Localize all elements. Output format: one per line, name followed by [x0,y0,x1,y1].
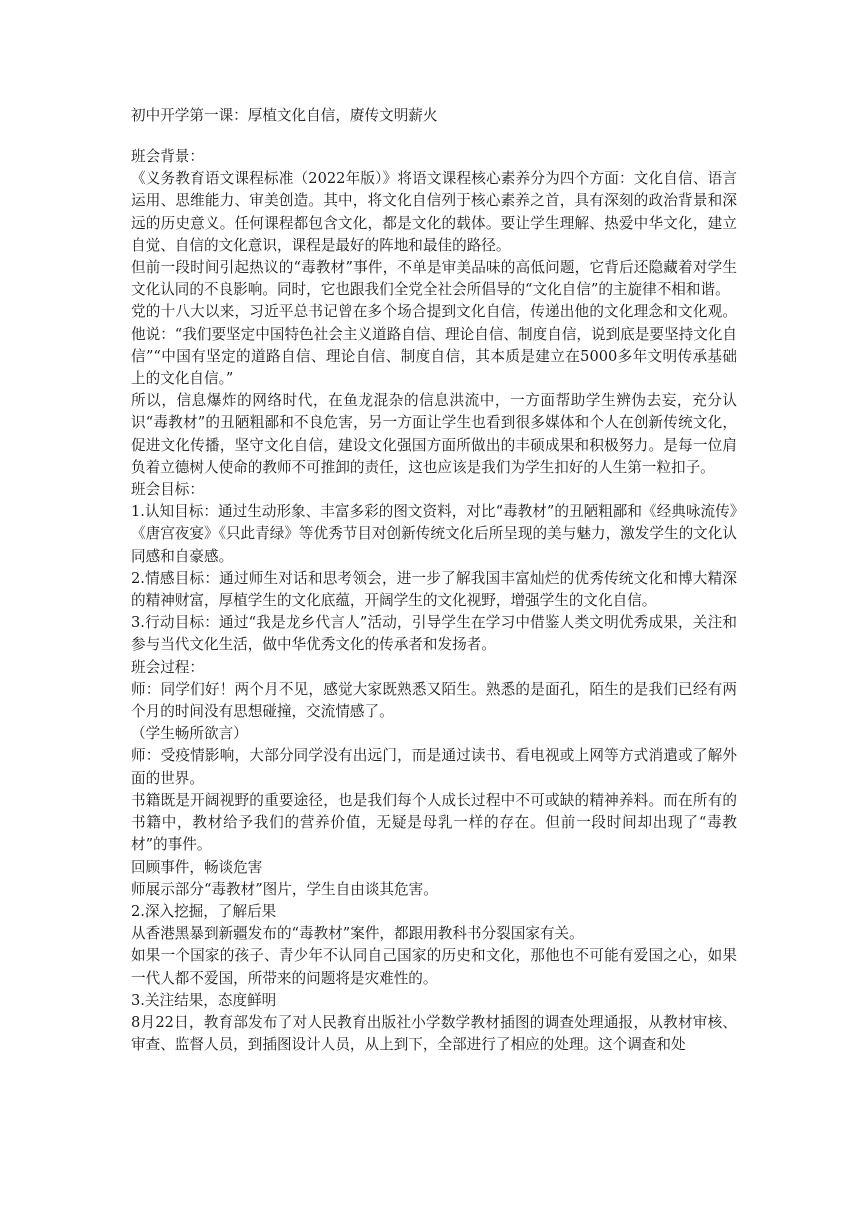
paragraph: 师展示部分“毒教材”图片，学生自由谈其危害。 [131,880,438,898]
goal-item: 1.认知目标：通过生动形象、丰富多彩的图文资料，对比“毒教材”的丑陋粗鄙和《经典咏流传》《唐宫夜宴》《只此青绿》等优秀节目对创新传统文化后所呈现的美与魅力，激发学生的文化认同感和自豪感。 [131,503,737,565]
paragraph: 所以，信息爆炸的网络时代，在鱼龙混杂的信息洪流中，一方面帮助学生辨伪去妄，充分认识“毒教材”的丑陋粗鄙和不良危害，另一方面让学生也看到很多媒体和个人在创新传统文化，促进文化传播，坚守文化自信，建设文化强国方面所做出的丰硕成果和积极努力。是每一位肩负着立德树人使命的教师不可推卸的责任，这也应该是我们为学生扣好的人生第一粒扣子。 [131,392,737,476]
document-title: 初中开学第一课：厚植文化自信，赓传文明薪火 [131,107,438,124]
subheading: 2.深入挖掘，了解后果 [131,902,277,920]
subheading: 回顾事件，畅谈危害 [131,858,263,876]
paragraph: 但前一段时间引起热议的“毒教材”事件，不单是审美品味的高低问题，它背后还隐藏着对学生文化认同的不良影响。同时，它也跟我们全党全社会所倡导的“文化自信”的主旋律不相和谐。 [131,259,737,299]
goal-item: 2.情感目标：通过师生对话和思考领会，进一步了解我国丰富灿烂的优秀传统文化和博大精深的精神财富，厚植学生的文化底蕴，开阔学生的文化视野，增强学生的文化自信。 [131,569,737,610]
section-heading-background: 班会背景： [131,148,204,165]
document-body [131,146,737,1056]
paragraph: 党的十八大以来，习近平总书记曾在多个场合提到文化自信，传递出他的文化理念和文化观。他说：“我们要坚定中国特色社会主义道路自信、理论自信、制度自信，说到底是要坚持文化自信”“中国有坚定的道路自信、理论自信、制度自信，其本质是建立在5000多年文明传承基础上的文化自信。” [131,303,737,388]
paragraph: 师：同学们好！两个月不见，感觉大家既熟悉又陌生。熟悉的是面孔，陌生的是我们已经有两个月的时间没有思想碰撞，交流情感了。 [131,680,737,721]
paragraph: 从香港黑暴到新疆发布的“毒教材”案件，都跟用教科书分裂国家有关。 [131,925,584,943]
paragraph: 《义务教育语文课程标准（2022年版）》将语文课程核心素养分为四个方面：文化自信、语言运用、思维能力、审美创造。其中，将文化自信列于核心素养之首，具有深刻的政治背景和深远的历史意义。任何课程都包含文化，都是文化的载体。要让学生理解、热爱中华文化，建立自觉、自信的文化意识，课程是最好的阵地和最佳的路径。 [131,170,737,254]
section-heading-process: 班会过程： [131,658,204,676]
paragraph: 书籍既是开阔视野的重要途径，也是我们每个人成长过程中不可或缺的精神养料。而在所有的书籍中，教材给予我们的营养价值，无疑是母乳一样的存在。但前一段时间却出现了“毒教材”的事件。 [131,791,737,854]
subheading: 3.关注结果，态度鲜明 [131,991,277,1009]
paragraph: 8月22日，教育部发布了对人民教育出版社小学数学教材插图的调查处理通报，从教材审核、审查、监督人员，到插图设计人员，从上到下，全部进行了相应的处理。这个调查和处 [131,1013,737,1054]
goal-item: 3.行动目标：通过“我是龙乡代言人”活动，引导学生在学习中借鉴人类文明优秀成果，关注和参与当代文化生活，做中华优秀文化的传承者和发扬者。 [131,614,737,654]
section-heading-goals: 班会目标： [131,481,204,499]
paragraph: 师：受疫情影响，大部分同学没有出远门，而是通过读书、看电视或上网等方式消遣或了解外面的世界。 [131,747,737,787]
paragraph: 如果一个国家的孩子、青少年不认同自己国家的历史和文化，那他也不可能有爱国之心，如果一代人都不爱国，所带来的问题将是灾难性的。 [131,947,737,987]
paragraph: （学生畅所欲言） [131,725,248,743]
